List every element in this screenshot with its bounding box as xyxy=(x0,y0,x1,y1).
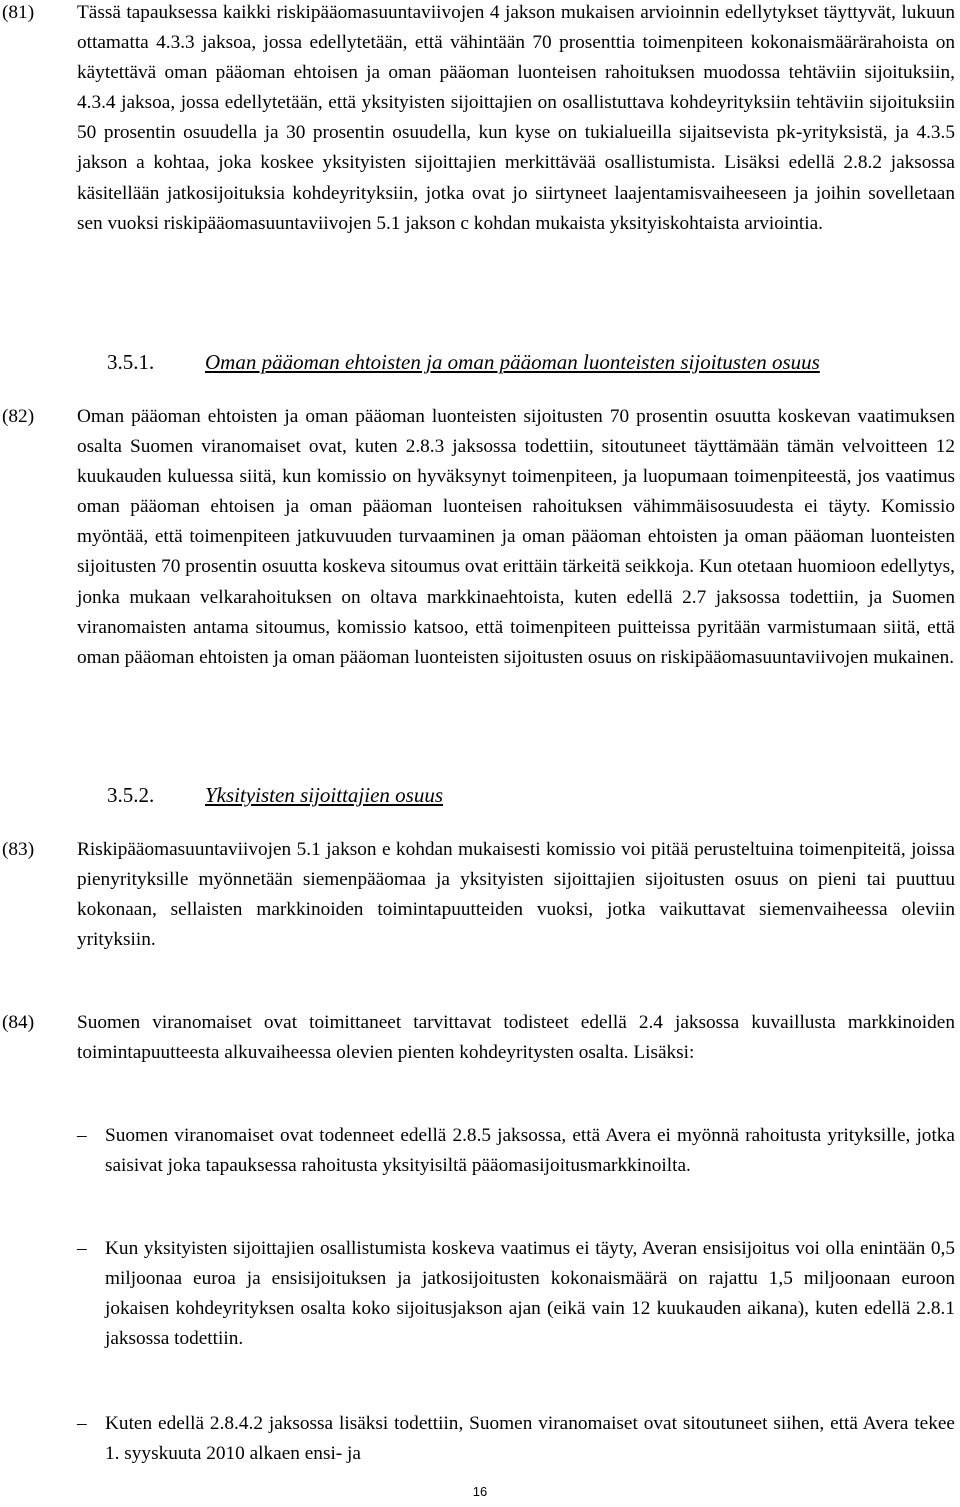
section-title: Yksityisten sijoittajien osuus xyxy=(205,783,444,807)
paragraph-text: Tässä tapauksessa kaikki riskipääomasuuntaviivojen 4 jakson mukaisen arvioinnin edellytykset täyttyvät, lukuun ottamatta 4.3.3 jaksoa, jossa edellytetään, että vähintään 70 prosenttia toimenpiteen kokonaismäärärahoista on käytettävä oman pääoman ehtoisen ja oman pääoman luonteisen rahoituksen muodossa tehtäviin sijoituksiin, 4.3.4 jaksoa, jossa edellytetään, että yksityisten sijoittajien on osallistuttava kohdeyrityksiin tehtäviin sijoituksiin 50 prosentin osuudella ja 30 prosentin osuudella, kun kyse on tukialueilla sijaitsevista pk-yrityksistä, ja 4.3.5 jakson a kohtaa, joka koskee yksityisten sijoittajien merkittävää osallistumista. Lisäksi edellä 2.8.2 jaksossa käsitellään jatkosijoituksia kohdeyrityksiin, jotka ovat jo siirtyneet laajentamisvaiheeseen ja joihin sovelletaan sen vuoksi riskipääomasuuntaviivojen 5.1 jakson c kohdan mukaista yksityiskohtaista arviointia. xyxy=(77,2,955,234)
dash-list-item xyxy=(77,1234,957,1354)
paragraph-number: (82) xyxy=(2,406,35,427)
dash-item-text: Kuten edellä 2.8.4.2 jaksossa lisäksi todettiin, Suomen viranomaiset ovat sitoutuneet siihen, että Avera tekee 1. syyskuuta 2010 alkaen ensi- ja xyxy=(105,1413,955,1465)
dash-marker: – xyxy=(77,1413,87,1434)
paragraph-number: (83) xyxy=(2,839,35,860)
section-number: 3.5.2. xyxy=(107,783,155,807)
paragraph-text: Oman pääoman ehtoisten ja oman pääoman luonteisten sijoitusten 70 prosentin osuutta koskevan vaatimuksen osalta Suomen viranomaiset ovat, kuten 2.8.3 jaksossa todettiin, sitoutuneet täyttämään tämän velvoitteen 12 kuukauden kuluessa siitä, kun komissio on hyväksynyt toimenpiteen, ja luopumaan toimenpiteestä, jos vaatimus oman pääoman ehtoisen ja oman pääoman luonteisen rahoituksen vähimmäisosuudesta ei täyty. Komissio myöntää, että toimenpiteen jatkuvuuden turvaaminen ja oman pääoman ehtoisten ja oman pääoman luonteisten sijoitusten 70 prosentin osuutta koskeva sitoumus ovat erittäin tärkeitä seikkoja. Kun otetaan huomioon edellytys, jonka mukaan velkarahoituksen on oltava markkinaehtoista, kuten edellä 2.7 jaksossa todettiin, ja Suomen viranomaisten antama sitoumus, komissio katsoo, että toimenpiteen puitteissa pyritään varmistumaan siitä, että oman pääoman ehtoisten ja oman pääoman luonteisten sijoitusten osuus on riskipääomasuuntaviivojen mukainen. xyxy=(77,406,955,668)
dash-item-text: Suomen viranomaiset ovat todenneet edellä 2.8.5 jaksossa, että Avera ei myönnä rahoitusta yrityksille, jotka saisivat joka tapauksessa rahoitusta yksityisiltä pääomasijoitusmarkkinoilta. xyxy=(105,1125,955,1177)
dash-item-text: Kun yksityisten sijoittajien osallistumista koskeva vaatimus ei täyty, Averan ensisijoitus voi olla enintään 0,5 miljoonaa euroa ja ensisijoituksen ja jatkosijoitusten kokonaismäärä on rajattu 1,5 miljoonaan euroon jokaisen kohdeyrityksen osalta koko sijoitusjakson ajan (eikä vain 12 kuukauden aikana), kuten edellä 2.8.1 jaksossa todettiin. xyxy=(105,1238,955,1350)
paragraph-number: (81) xyxy=(2,2,35,23)
paragraph-82 xyxy=(0,402,960,673)
section-title: Oman pääoman ehtoisten ja oman pääoman luonteisten sijoitusten osuus xyxy=(205,350,820,374)
paragraph-84 xyxy=(0,1008,960,1068)
dash-list-item xyxy=(77,1121,957,1181)
section-heading-3-5-1 xyxy=(107,347,957,377)
section-number: 3.5.1. xyxy=(107,350,155,374)
dash-list-item xyxy=(77,1409,957,1469)
paragraph-number: (84) xyxy=(2,1012,35,1033)
dash-marker: – xyxy=(77,1238,87,1259)
section-heading-3-5-2 xyxy=(107,780,957,810)
dash-marker: – xyxy=(77,1125,87,1146)
paragraph-text: Suomen viranomaiset ovat toimittaneet tarvittavat todisteet edellä 2.4 jaksossa kuvaillusta markkinoiden toimintapuutteesta alkuvaiheessa olevien pienten kohdeyritysten osalta. Lisäksi: xyxy=(77,1012,955,1064)
paragraph-83 xyxy=(0,835,960,955)
paragraph-text: Riskipääomasuuntaviivojen 5.1 jakson e kohdan mukaisesti komissio voi pitää perusteltuina toimenpiteitä, joissa pienyrityksille myönnetään siemenpääomaa ja yksityisten sijoittajien sijoitusten osuus on pieni tai puuttuu kokonaan, sellaisten markkinoiden toimintapuutteiden vuoksi, jotka vaikuttavat siemenvaiheessa oleviin yrityksiin. xyxy=(77,839,955,951)
paragraph-81 xyxy=(0,0,960,239)
page-number: 16 xyxy=(472,1484,488,1499)
